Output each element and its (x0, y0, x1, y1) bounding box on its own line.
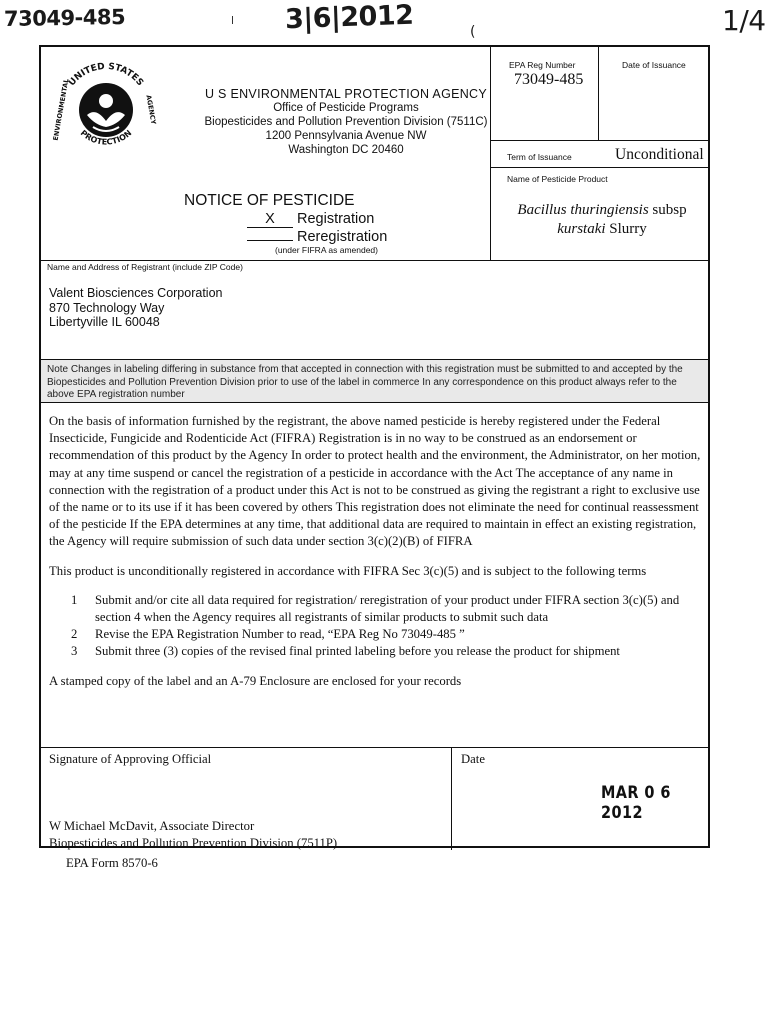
regnum-divider (598, 47, 599, 140)
labeling-note (41, 360, 708, 402)
notice-title: NOTICE OF PESTICIDE (184, 192, 355, 209)
product-form: Slurry (605, 221, 647, 237)
term-number: 2 (71, 627, 78, 642)
handwritten-page-count: 1/4 (722, 4, 766, 37)
form-number: EPA Form 8570-6 (66, 856, 158, 870)
product-name-value (496, 201, 708, 239)
registrant-city: Libertyville IL 60048 (49, 315, 160, 329)
terms-list (63, 592, 705, 661)
term-item (63, 643, 705, 660)
agency-division: Biopesticides and Pollution Prevention Division (7511C) (204, 116, 488, 128)
signature-top-line (41, 747, 708, 748)
reregistration-label: Reregistration (297, 229, 388, 245)
reg-number-label: EPA Reg Number (509, 60, 576, 70)
notice-body (49, 413, 705, 702)
signature-divider (451, 747, 452, 850)
handwritten-date: 3|6|2012 (284, 0, 414, 36)
official-name: W Michael McDavit, Associate Director (49, 819, 255, 833)
registrant-name: Valent Biosciences Corporation (49, 286, 223, 300)
registration-paragraph: On the basis of information furnished by the registrant, the above named pesticide is hereby registered under the Federal Insecticide, Fungicide and Rodenticide Act (FIFRA) Registration is in no way to be construed as an endorsement or recommendation of this product by the Agency In order to protect health and the environment, the Administrator, on her motion, may at any time suspend or cancel the registration of a pesticide in accordance with the Act The acceptance of any name in connection with the registration of a product under this Act is not to be construed as giving the registrant a right to exclusive use of the name or to its use if it has been covered by others This registration does not eliminate the need for continual reassessment of the pesticide If the EPA determines at any time, that additional data are required to maintain in effect an existing registration, the Agency will require submission of such data under section 3(c)(2)(B) of FIFRA (49, 414, 701, 549)
term-number: 3 (71, 644, 78, 659)
term-issuance-value: Unconditional (615, 146, 704, 163)
product-species: Bacillus thuringiensis (517, 202, 649, 218)
agency-city: Washington DC 20460 (288, 144, 404, 156)
term-number: 1 (71, 592, 78, 607)
term-text: Submit three (3) copies of the revised final printed labeling before you release the product for shipment (95, 644, 620, 659)
note-line-3: above EPA registration number (47, 389, 185, 400)
term-item (63, 592, 705, 626)
reregistration-option (247, 229, 387, 245)
product-name-label: Name of Pesticide Product (507, 174, 608, 184)
term-issuance-label: Term of Issuance (507, 152, 572, 162)
regnum-bottom-line (490, 140, 708, 141)
reregistration-checkmark (247, 240, 293, 241)
term-text: Submit and/or cite all data required for registration/ reregistration of your product under FIFRA section 3(c)(5) and section 4 when the Agency requires all registrants of similar products to submit such data (95, 592, 680, 625)
note-line-1: Note Changes in labeling differing in substance from that accepted in connection with this registration must be submitted to and accepted by the (47, 364, 683, 375)
fifra-note: (under FIFRA as amended) (275, 245, 378, 255)
signature-label: Signature of Approving Official (49, 752, 212, 766)
official-division: Biopesticides and Pollution Prevention Division (7511P) (49, 836, 338, 850)
stray-mark (232, 16, 233, 24)
unconditional-paragraph: This product is unconditionally registered in accordance with FIFRA Sec 3(c)(5) and is subject to the following terms (49, 563, 647, 578)
term-item (63, 626, 705, 643)
reg-number-value: 73049-485 (514, 71, 584, 88)
epa-seal-icon (51, 55, 161, 165)
term-text: Revise the EPA Registration Number to read, “EPA Reg No 73049-485 ” (95, 627, 465, 642)
seal-right-text: AGENCY (144, 94, 158, 125)
handwritten-registration-id: 73049-485 (3, 4, 126, 32)
agency-address (196, 87, 496, 157)
registrant-address (49, 286, 222, 330)
note-bottom-line (41, 402, 708, 403)
seal-left-text: ENVIRONMENTAL (51, 78, 71, 142)
registration-option (247, 211, 374, 228)
registrant-street: 870 Technology Way (49, 300, 165, 315)
agency-street: 1200 Pennsylvania Avenue NW (265, 130, 427, 142)
agency-office: Office of Pesticide Programs (273, 102, 419, 114)
handwritten-paren: ( (470, 24, 475, 40)
date-label: Date (461, 752, 485, 766)
term-bottom-line (490, 167, 708, 168)
header-bottom-line (41, 260, 708, 261)
agency-name: U S ENVIRONMENTAL PROTECTION AGENCY (204, 87, 488, 101)
approving-official (49, 818, 337, 852)
date-issuance-label: Date of Issuance (622, 60, 686, 70)
registration-label: Registration (297, 211, 375, 227)
seal-bottom-text: PROTECTION (78, 128, 134, 147)
registrant-label: Name and Address of Registrant (include ZIP Code) (47, 262, 243, 272)
enclosure-paragraph: A stamped copy of the label and an A-79 Enclosure are enclosed for your records (49, 673, 462, 688)
note-line-2: Biopesticides and Pollution Prevention Division prior to use of the label in commerce In any correspondence on this product always refer to the (47, 376, 677, 388)
product-subsp: subsp (648, 202, 687, 218)
date-stamp: MAR 0 6 2012 (601, 783, 671, 823)
pesticide-notice-form (39, 45, 710, 848)
seal-top-text: UNITED STATES (67, 61, 145, 89)
product-strain: kurstaki (557, 221, 606, 237)
registration-checkmark: X (247, 211, 293, 228)
